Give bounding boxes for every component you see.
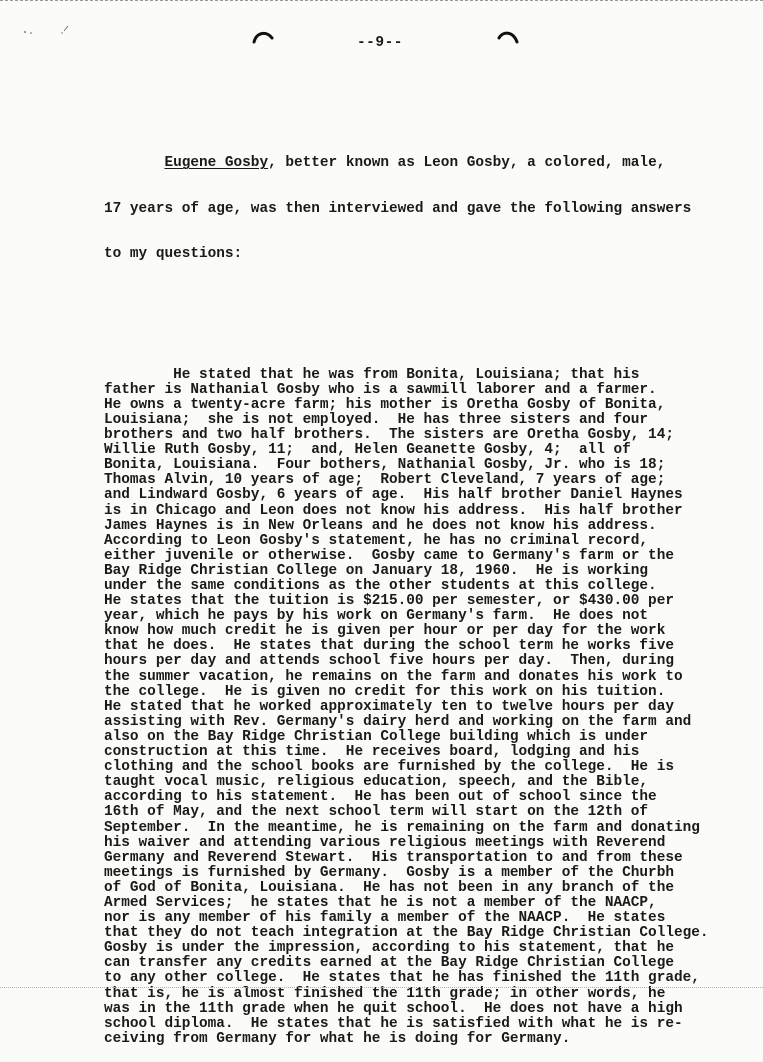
- text-line: Eugene Gosby, better known as Leon Gosby, a colored, male,: [164, 155, 666, 172]
- scan-specks: [22, 22, 82, 42]
- text-line: Germany and Reverend Stewart. His transportation to and from these: [104, 849, 683, 866]
- page-top-edge: [0, 0, 763, 1]
- page-number: --9--: [356, 35, 403, 51]
- text-line: construction at this time. He receives board, lodging and his: [104, 744, 640, 761]
- text-line: know how much credit he is given per hour or per day for the work: [104, 623, 666, 640]
- text-line: According to Leon Gosby's statement, he has no criminal record,: [104, 532, 649, 549]
- punch-mark-left: [252, 30, 274, 44]
- text-line: September. In the meantime, he is remaining on the farm and donating: [104, 819, 700, 836]
- text-line: year, which he pays by his work on Germany's farm. He does not: [104, 608, 649, 625]
- text-line: brothers and two half brothers. The sisters are Oretha Gosby, 14;: [104, 427, 674, 444]
- text-line: clothing and the school books are furnished by the college. He is: [104, 759, 674, 776]
- text-line: under the same conditions as the other students at this college.: [104, 578, 657, 594]
- text-line: and Lindward Gosby, 6 years of age. His half brother Daniel Haynes: [104, 487, 683, 504]
- text-line: assisting with Rev. Germany's dairy herd and working on the farm and: [104, 713, 692, 730]
- text-line: either juvenile or otherwise. Gosby came to Germany's farm or the: [104, 547, 674, 564]
- text-line: that they do not teach integration at the Bay Ridge Christian College.: [104, 925, 709, 942]
- text-line: his waiver and attending various religious meetings with Reverend: [104, 834, 666, 851]
- text-line: hours per day and attends school five hours per day. Then, during: [104, 653, 674, 670]
- text-line: Gosby is under the impression, according to his statement, that he: [104, 940, 674, 957]
- text-line: He stated that he was from Bonita, Louisiana; that his: [104, 366, 640, 383]
- text-line: nor is any member of his family a member of the NAACP. He states: [104, 910, 666, 927]
- text-line: that is, he is almost finished the 11th grade; in other words, he: [104, 985, 666, 1002]
- text-line: to any other college. He states that he has finished the 11th grade,: [104, 970, 700, 987]
- text-line: also on the Bay Ridge Christian College building which is under: [104, 728, 649, 745]
- paragraph-intro: [104, 126, 744, 292]
- paragraph-gap: [104, 322, 744, 337]
- text-line: was in the 11th grade when he quit school. He does not have a high: [104, 1000, 683, 1017]
- text-line: Louisiana; she is not employed. He has three sisters and four: [104, 411, 649, 428]
- text-line: 16th of May, and the next school term will start on the 12th of: [104, 804, 649, 821]
- text-line: Bonita, Louisiana. Four bothers, Nathanial Gosby, Jr. who is 18;: [104, 457, 666, 474]
- text-line: meetings is furnished by Germany. Gosby is a member of the Churbh: [104, 864, 674, 881]
- text-line: ceiving from Germany for what he is doing for Germany.: [104, 1030, 571, 1047]
- text-line: He owns a twenty-acre farm; his mother is Oretha Gosby of Bonita,: [104, 396, 666, 413]
- text-line: He stated that he worked approximately ten to twelve hours per day: [104, 698, 674, 715]
- text-line: Willie Ruth Gosby, 11; and, Helen Geanette Gosby, 4; all of: [104, 442, 631, 459]
- punch-mark-right: [497, 30, 519, 44]
- text-line: father is Nathanial Gosby who is a sawmill laborer and a farmer.: [104, 381, 657, 398]
- text-line: Bay Ridge Christian College on January 18, 1960. He is working: [104, 562, 649, 579]
- page-bottom-edge: [0, 987, 763, 988]
- text-line: Thomas Alvin, 10 years of age; Robert Cleveland, 7 years of age;: [104, 472, 666, 489]
- subject-name: Eugene Gosby: [164, 155, 269, 172]
- text-line: according to his statement. He has been out of school since the: [104, 789, 657, 806]
- text-line: that he does. He states that during the school term he works five: [104, 638, 674, 655]
- text-line: He states that the tuition is $215.00 per semester, or $430.00 per: [104, 593, 674, 610]
- document-body: [104, 96, 744, 1062]
- text-line: the college. He is given no credit for this work on his tuition.: [104, 683, 666, 700]
- paragraph-statement: [104, 368, 744, 1047]
- text-line: Armed Services; he states that he is not a member of the NAACP,: [104, 894, 657, 911]
- text-line: 17 years of age, was then interviewed and gave the following answers: [104, 200, 692, 217]
- text-line: the summer vacation, he remains on the farm and donates his work to: [104, 668, 683, 685]
- text-line: of God of Bonita, Louisiana. He has not been in any branch of the: [104, 879, 674, 896]
- text-line: taught vocal music, religious education, speech, and the Bible,: [104, 774, 649, 791]
- text-line: James Haynes is in New Orleans and he does not know his address.: [104, 517, 657, 534]
- text-line: to my questions:: [104, 245, 243, 262]
- text-line: can transfer any credits earned at the Bay Ridge Christian College: [104, 955, 674, 972]
- text-line: school diploma. He states that he is satisfied with what he is re-: [104, 1015, 683, 1032]
- text-line: is in Chicago and Leon does not know his address. His half brother: [104, 502, 683, 519]
